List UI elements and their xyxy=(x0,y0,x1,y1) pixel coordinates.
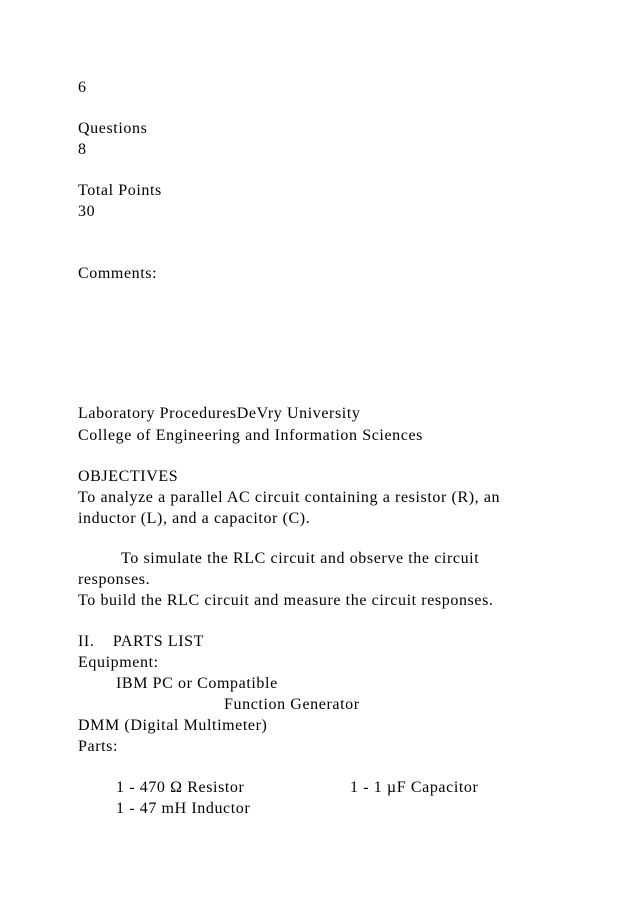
equipment-item-pc: IBM PC or Compatible xyxy=(116,675,278,692)
questions-value: 8 xyxy=(78,141,87,158)
college-name: College of Engineering and Information Sciences xyxy=(78,427,423,444)
total-points-value: 30 xyxy=(78,203,96,220)
parts-label: Parts: xyxy=(78,738,119,755)
objective-1-line-1: To analyze a parallel AC circuit containing a resistor (R), an xyxy=(78,489,501,506)
total-points-label: Total Points xyxy=(78,182,162,199)
parts-list-heading: II. PARTS LIST xyxy=(78,633,204,650)
comments-label: Comments: xyxy=(78,265,158,282)
part-item-resistor: 1 - 470 Ω Resistor xyxy=(116,779,245,796)
objective-2-line-1: To simulate the RLC circuit and observe the circuit xyxy=(121,550,480,567)
objective-3: To build the RLC circuit and measure the circuit responses. xyxy=(78,592,494,609)
objective-2-line-2: responses. xyxy=(78,571,151,588)
page-number: 6 xyxy=(78,79,87,96)
lab-header-title: Laboratory ProceduresDeVry University xyxy=(78,405,361,422)
objective-1-line-2: inductor (L), and a capacitor (C). xyxy=(78,510,311,527)
equipment-label: Equipment: xyxy=(78,654,159,671)
equipment-item-function-generator: Function Generator xyxy=(224,696,360,713)
equipment-item-dmm: DMM (Digital Multimeter) xyxy=(78,717,268,734)
objectives-heading: OBJECTIVES xyxy=(78,468,179,485)
part-item-capacitor: 1 - 1 µF Capacitor xyxy=(350,779,479,796)
part-item-inductor: 1 - 47 mH Inductor xyxy=(116,800,251,817)
questions-label: Questions xyxy=(78,120,148,137)
